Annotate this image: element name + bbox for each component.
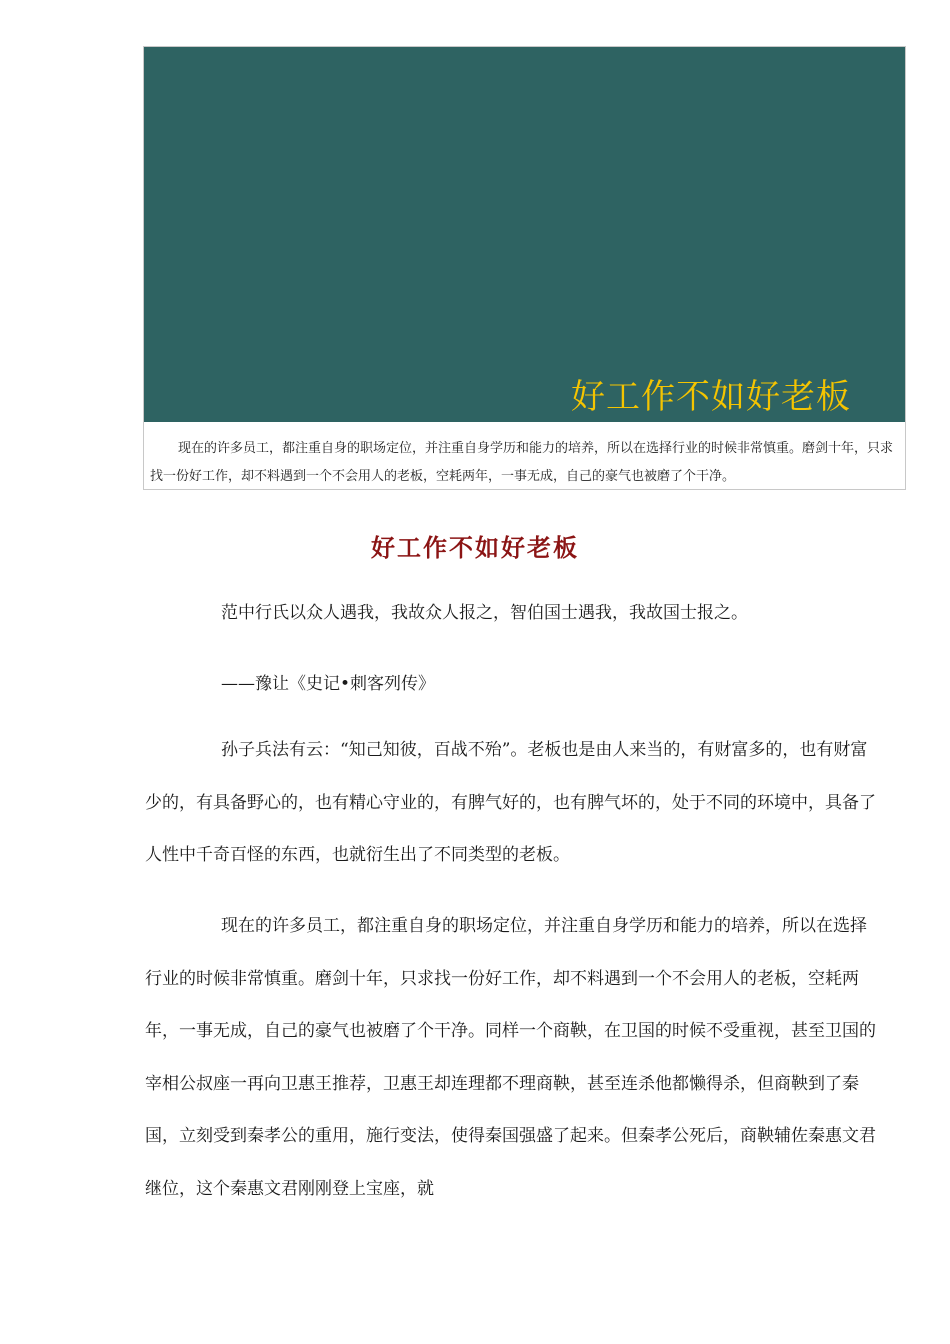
body-paragraph: 孙子兵法有云：“知己知彼，百战不殆”。老板也是由人来当的，有财富多的，也有财富少的，有具备野心的，也有精心守业的，有脾气好的，也有脾气坏的，处于不同的环境中，具备了人性中千奇百怪的东西，也就衍生出了不同类型的老板。 [145, 740, 876, 865]
cover-banner [144, 47, 905, 422]
epigraph-attribution: ——豫让《史记•刺客列传》 [221, 674, 436, 694]
cover-panel [143, 46, 906, 490]
body-paragraph: 现在的许多员工，都注重自身的职场定位，并注重自身学历和能力的培养，所以在选择行业的时候非常慎重。磨剑十年，只求找一份好工作，却不料遇到一个不会用人的老板，空耗两年，一事无成，自己的豪气也被磨了个干净。同样一个商鞅，在卫国的时候不受重视，甚至卫国的宰相公叔座一再向卫惠王推荐，卫惠王却连理都不理商鞅，甚至连杀他都懒得杀，但商鞅到了秦国，立刻受到秦孝公的重用，施行变法，使得秦国强盛了起来。但秦孝公死后，商鞅辅佐秦惠文君继位，这个秦惠文君刚刚登上宝座，就 [145, 916, 876, 1199]
article-title: 好工作不如好老板 [371, 533, 579, 562]
cover-summary: 现在的许多员工，都注重自身的职场定位，并注重自身学历和能力的培养，所以在选择行业的时候非常慎重。磨剑十年，只求找一份好工作，却不料遇到一个不会用人的老板，空耗两年，一事无成，自己的豪气也被磨了个干净。 [150, 441, 894, 484]
epigraph-quote: 范中行氏以众人遇我，我故众人报之，智伯国士遇我，我故国士报之。 [221, 603, 748, 623]
cover-title: 好工作不如好老板 [571, 377, 851, 417]
